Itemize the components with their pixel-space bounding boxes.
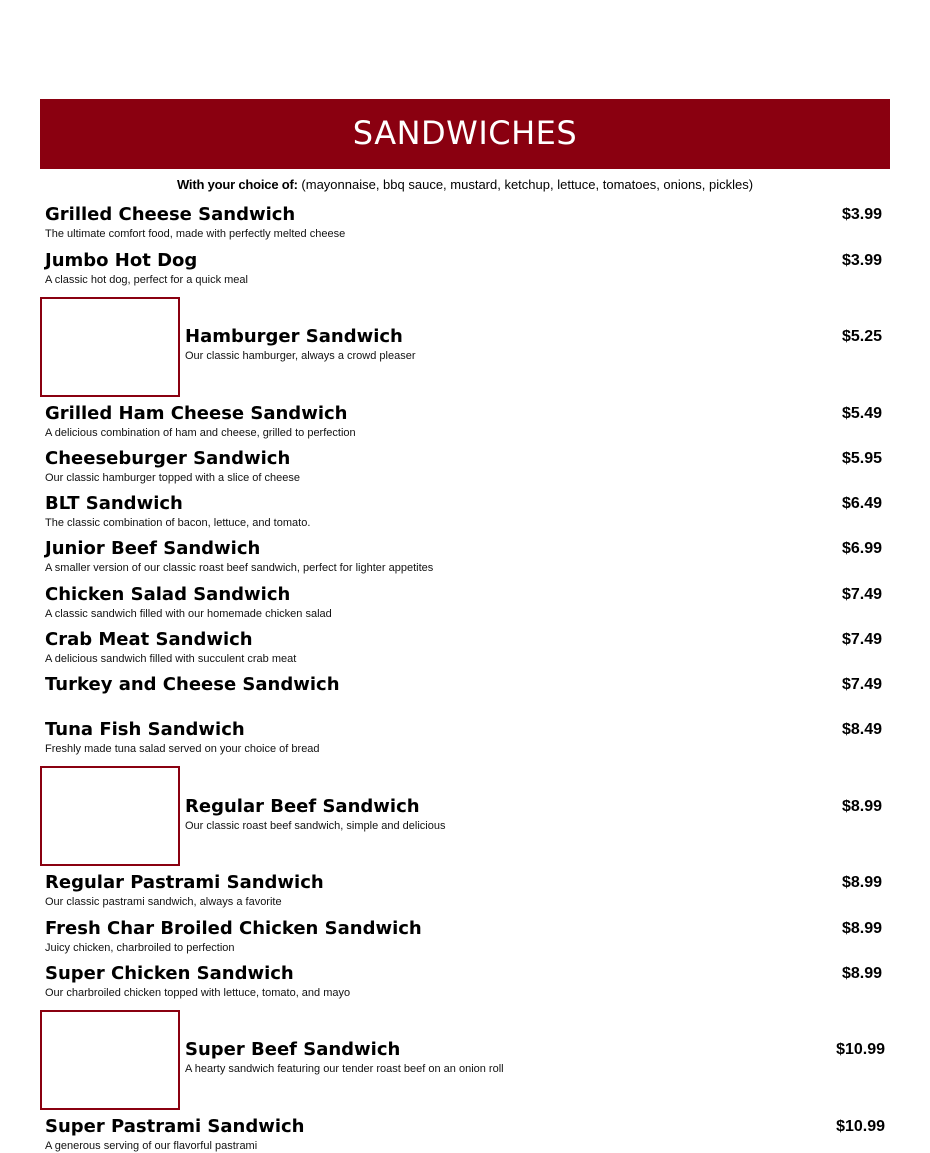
menu-item-description: A smaller version of our classic roast beef sandwich, perfect for lighter appetites [45, 562, 434, 574]
menu-item-description: Freshly made tuna salad served on your choice of bread [45, 743, 320, 755]
menu-item-price: $5.95 [841, 450, 882, 467]
menu-item-price: $7.49 [841, 631, 882, 648]
menu-item-description: The classic combination of bacon, lettuce, and tomato. [45, 517, 311, 529]
menu-item-name: Cheeseburger Sandwich [45, 448, 291, 469]
menu-item-name: Junior Beef Sandwich [45, 538, 261, 559]
menu-item-name: Tuna Fish Sandwich [45, 719, 245, 740]
menu-item-name: Turkey and Cheese Sandwich [45, 674, 340, 695]
menu-item-name: Chicken Salad Sandwich [45, 584, 291, 605]
menu-item-price: $5.49 [841, 405, 882, 422]
menu-item-name: Super Pastrami Sandwich [45, 1116, 305, 1137]
menu-item-price: $7.49 [841, 586, 882, 603]
menu-item-name: Crab Meat Sandwich [45, 629, 253, 650]
menu-item-description: Our classic pastrami sandwich, always a favorite [45, 896, 282, 908]
menu-item-description: A delicious combination of ham and cheese, grilled to perfection [45, 427, 356, 439]
menu-item-description: Our classic hamburger, always a crowd pleaser [185, 350, 416, 362]
menu-item-description: Juicy chicken, charbroiled to perfection [45, 942, 235, 954]
menu-item-image-placeholder [40, 1010, 180, 1110]
menu-item-price: $8.99 [841, 920, 882, 937]
menu-item-price: $6.49 [841, 495, 882, 512]
choice-note [0, 176, 930, 194]
section-banner [40, 99, 890, 169]
menu-item-price: $3.99 [841, 206, 882, 223]
menu-item-price: $7.49 [841, 676, 882, 693]
menu-item-description: A classic hot dog, perfect for a quick meal [45, 274, 248, 286]
menu-item-price: $5.25 [841, 328, 882, 345]
menu-item-name: Hamburger Sandwich [185, 326, 403, 347]
menu-item-price: $10.99 [836, 1041, 885, 1058]
menu-item-description: A generous serving of our flavorful pastrami [45, 1140, 258, 1152]
menu-item-image-placeholder [40, 297, 180, 397]
menu-item-name: Jumbo Hot Dog [45, 250, 198, 271]
menu-item-price: $6.99 [841, 540, 882, 557]
menu-item-name: Super Beef Sandwich [185, 1039, 401, 1060]
menu-item-name: Fresh Char Broiled Chicken Sandwich [45, 918, 422, 939]
menu-item-price: $8.99 [841, 798, 882, 815]
menu-item-description: The ultimate comfort food, made with perfectly melted cheese [45, 228, 346, 240]
choice-note-lead: With your choice of: [176, 177, 298, 192]
menu-item-name: Grilled Cheese Sandwich [45, 204, 296, 225]
menu-item-price: $8.49 [841, 721, 882, 738]
menu-item-name: BLT Sandwich [45, 493, 183, 514]
menu-item-description: A hearty sandwich featuring our tender roast beef on an onion roll [185, 1063, 504, 1075]
menu-item-description: Our classic hamburger topped with a slice of cheese [45, 472, 300, 484]
menu-item-description: A classic sandwich filled with our homemade chicken salad [45, 608, 332, 620]
menu-item-price: $8.99 [841, 965, 882, 982]
menu-item-price: $10.99 [836, 1118, 885, 1135]
menu-item-name: Super Chicken Sandwich [45, 963, 294, 984]
menu-item-price: $8.99 [841, 874, 882, 891]
menu-item-price: $3.99 [841, 252, 882, 269]
menu-item-name: Grilled Ham Cheese Sandwich [45, 403, 348, 424]
menu-item-description: Our charbroiled chicken topped with lettuce, tomato, and mayo [45, 987, 351, 999]
menu-item-image-placeholder [40, 766, 180, 866]
section-title: SANDWICHES [352, 114, 578, 152]
menu-item-description: Our classic roast beef sandwich, simple and delicious [185, 820, 446, 832]
menu-item-description: A delicious sandwich filled with succulent crab meat [45, 653, 297, 665]
menu-item-name: Regular Beef Sandwich [185, 796, 420, 817]
choice-note-options: (mayonnaise, bbq sauce, mustard, ketchup, lettuce, tomatoes, onions, pickles) [301, 177, 754, 192]
menu-item-name: Regular Pastrami Sandwich [45, 872, 324, 893]
